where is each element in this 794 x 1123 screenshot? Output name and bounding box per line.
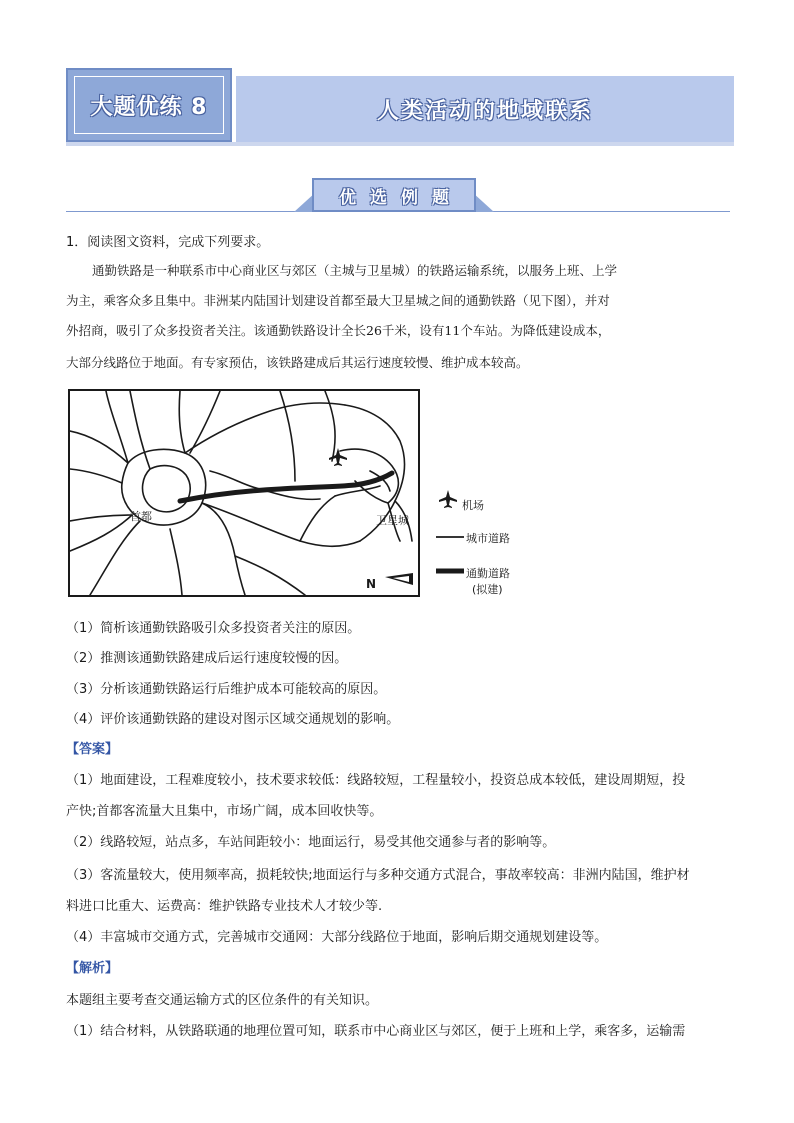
banner-underline xyxy=(66,142,734,146)
legend-airport-label: 机场 xyxy=(462,499,484,512)
sub-question: （3）分析该通勤铁路运行后维护成本可能较高的原因。 xyxy=(66,682,387,697)
answer-line: 产快;首都客流量大且集中，市场广阔，成本回收快等。 xyxy=(66,804,383,819)
answer-line: （1）地面建设，工程难度较小，技术要求较低：线路较短，工程量较小，投资总成本较低，建设周期短，投 xyxy=(66,773,686,788)
analysis-line: 本题组主要考查交通运输方式的区位条件的有关知识。 xyxy=(66,993,379,1008)
section-label: 优选例题 xyxy=(339,187,463,208)
material-line: 外招商，吸引了众多投资者关注。该通勤铁路设计全长26千米，设有11个车站。为降低建设成本， xyxy=(66,323,611,338)
answer-line: （4）丰富城市交通方式，完善城市交通网：大部分线路位于地面，影响后期交通规划建设等。 xyxy=(66,930,608,945)
header-title-box xyxy=(236,76,734,142)
capital-label: 首都 xyxy=(130,510,152,523)
answer-label: 【答案】 xyxy=(66,742,119,757)
legend-commuter-label: 通勤道路 xyxy=(466,567,510,580)
material-line: 大部分线路位于地面。有专家预估，该铁路建成后其运行速度较慢、维护成本较高。 xyxy=(66,355,529,370)
section-badge xyxy=(312,178,476,212)
header-banner xyxy=(66,68,734,142)
answer-line: （2）线路较短，站点多，车站间距较小：地面运行，易受其他交通参与者的影响等。 xyxy=(66,835,556,850)
sub-question: （1）简析该通勤铁路吸引众多投资者关注的原因。 xyxy=(66,621,361,636)
header-badge xyxy=(66,68,232,142)
analysis-line: （1）结合材料，从铁路联通的地理位置可知，联系市中心商业区与郊区，便于上班和上学，乘客多，运输需 xyxy=(66,1024,686,1039)
material-line: 通勤铁路是一种联系市中心商业区与郊区（主城与卫星城）的铁路运输系统，以服务上班、上学 xyxy=(92,263,618,278)
answer-line: 料进口比重大、运费高：维护铁路专业技术人才较少等. xyxy=(66,899,383,914)
material-line: 为主，乘客众多且集中。非洲某内陆国计划建设首都至最大卫星城之间的通勤铁路（见下图），并对 xyxy=(66,293,610,308)
sub-question: （4）评价该通勤铁路的建设对图示区域交通规划的影响。 xyxy=(66,712,400,727)
header-badge-text: 大题优练 8 xyxy=(90,94,208,120)
page-title: 人类活动的地域联系 xyxy=(376,98,593,124)
road-network xyxy=(70,391,418,595)
map-figure xyxy=(68,389,420,597)
question-intro: 1．阅读图文资料，完成下列要求。 xyxy=(66,235,270,250)
north-arrow-icon xyxy=(385,573,413,585)
north-label: N xyxy=(366,577,377,591)
analysis-label: 【解析】 xyxy=(66,961,119,976)
legend-city-road-label: 城市道路 xyxy=(466,532,510,545)
legend-airport-icon xyxy=(439,490,457,508)
legend-planned-label: (拟建) xyxy=(472,583,503,596)
satellite-city-label: 卫星城 xyxy=(376,514,409,527)
sub-question: （2）推测该通勤铁路建成后运行速度较慢的因。 xyxy=(66,651,348,666)
answer-line: （3）客流量较大，使用频率高，损耗较快;地面运行与多种交通方式混合，事故率较高：非洲内陆国，维护材 xyxy=(66,868,690,883)
section-badge-wrap xyxy=(294,178,494,214)
